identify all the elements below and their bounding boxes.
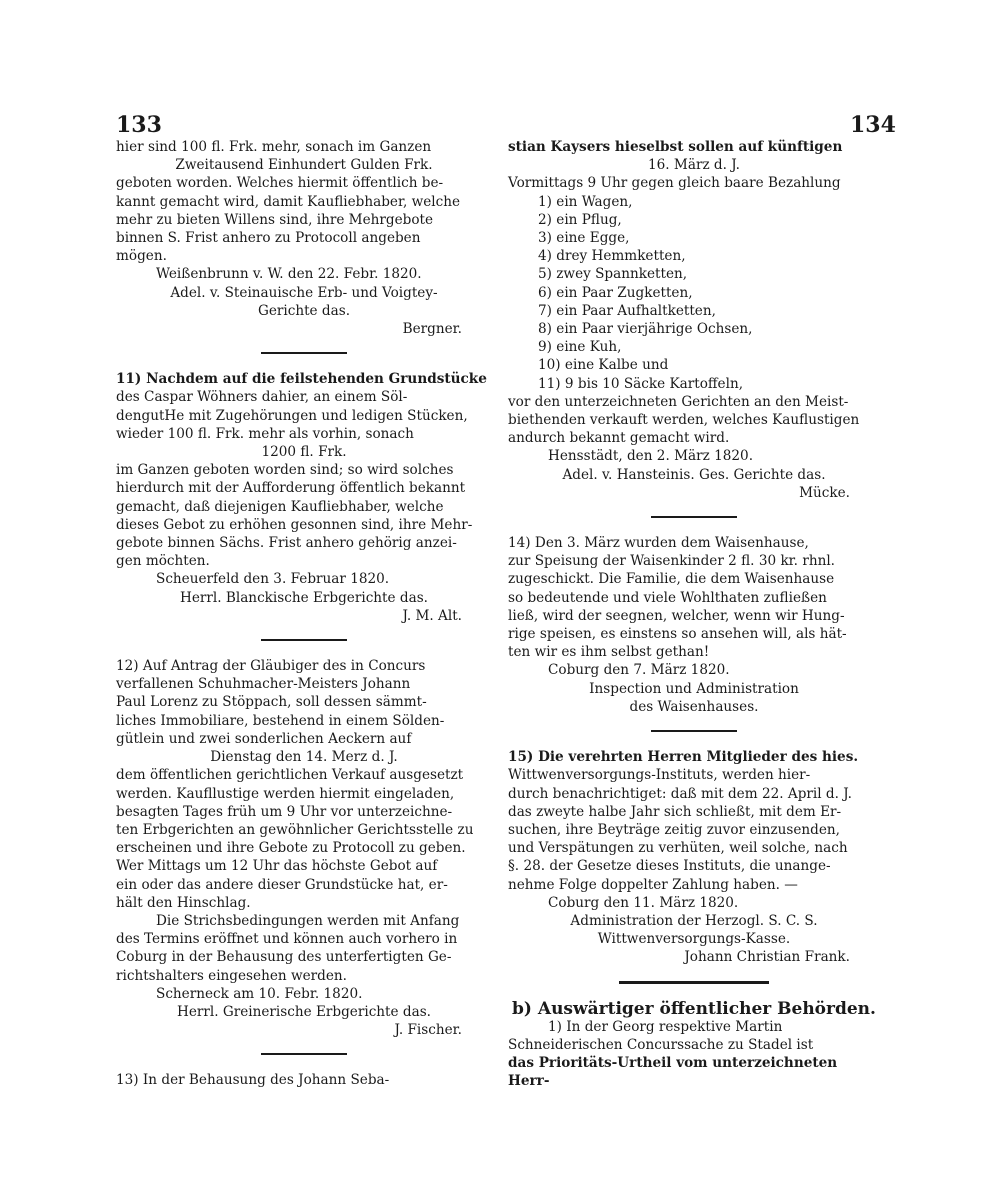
section-divider [261,1053,347,1055]
text-line: zugeschickt. Die Familie, die dem Waisenhause [508,571,835,588]
text-line: das zweyte halbe Jahr sich schließt, mit dem Er- [508,803,842,820]
text-line: dengutHe mit Zugehörungen und ledigen Stücken, [116,407,468,424]
signature: Mücke. [799,484,850,501]
text-line: dem öffentlichen gerichtlichen Verkauf ausgesetzt [116,767,464,784]
text-line: Wer Mittags um 12 Uhr das höchste Gebot auf [116,858,438,875]
list-item: 8) ein Paar vierjährige Ochsen, [538,321,753,338]
section-divider [651,730,737,732]
page-number-right: 134 [850,112,896,138]
text-line: gebote binnen Sächs. Frist anhero gehörig anzei- [116,535,457,552]
text-line: besagten Tages früh um 9 Uhr vor unterzeichne- [116,803,453,820]
section-divider [619,981,769,984]
signature: J. Fischer. [394,1022,462,1039]
place-date: Scherneck am 10. Febr. 1820. [156,985,363,1002]
signature: Johann Christian Frank. [684,949,850,966]
left-column [116,138,492,1090]
text-line: gütlein und zwei sonderlichen Aeckern auf [116,730,412,747]
court-name: Gerichte das. [257,302,351,319]
text-line: des Caspar Wöhners dahier, an einem Söl- [116,389,408,406]
signature: Bergner. [402,321,462,338]
signature: J. M. Alt. [402,607,462,624]
text-line: binnen S. Frist anhero zu Protocoll angeben [116,230,421,247]
list-item: 7) ein Paar Aufhaltketten, [538,302,716,319]
list-item: 11) 9 bis 10 Säcke Kartoffeln, [538,375,744,392]
right-column [508,138,880,1091]
text-line: hierdurch mit der Aufforderung öffentlich bekannt [116,480,466,497]
court-name: Adel. v. Hansteinis. Ges. Gerichte das. [562,466,826,483]
text-line: mögen. [116,248,167,265]
text-line: stian Kaysers hieselbst sollen auf künftigen [508,139,843,155]
court-name: Herrl. Greinerische Erbgerichte das. [176,1003,431,1020]
place-date: Coburg den 7. März 1820. [548,662,730,679]
text-line: biethenden verkauft werden, welches Kauflustigen [508,412,860,429]
text-line: §. 28. der Gesetze dieses Instituts, die unange- [508,858,831,875]
text-line: 11) Nachdem auf die feilstehenden Grundstücke [116,371,487,388]
text-line: nehme Folge doppelter Zahlung haben. — [508,876,798,893]
text-line: im Ganzen geboten worden sind; so wird solches [116,462,454,479]
auction-date: Dienstag den 14. Merz d. J. [210,749,398,766]
text-line: und Verspätungen zu verhüten, weil solche, nach [508,840,848,857]
text-line: gen möchten. [116,553,210,570]
text-line: 1200 fl. Frk. [261,444,347,461]
text-line: andurch bekannt gemacht wird. [508,430,730,447]
text-line: Wittwenversorgungs-Instituts, werden hier- [508,767,811,784]
text-line: das Prioritäts-Urtheil vom unterzeichneten Herr- [508,1055,838,1090]
text-line: Zweitausend Einhundert Gulden Frk. [175,157,433,174]
text-line: Schneiderischen Concurssache zu Stadel ist [508,1036,814,1053]
text-line: hier sind 100 fl. Frk. mehr, sonach im Ganzen [116,139,432,155]
text-line: Vormittags 9 Uhr gegen gleich baare Bezahlung [508,175,841,192]
court-name: des Waisenhauses. [629,698,759,715]
text-line: richtshalters eingesehen werden. [116,967,347,984]
list-item: 9) eine Kuh, [538,339,622,356]
text-line: rige speisen, es einstens so ansehen will, als hät- [508,626,847,643]
text-line: liches Immobiliare, bestehend in einem Sölden- [116,712,445,729]
court-name: Administration der Herzogl. S. C. S. [570,912,818,929]
place-date: Coburg den 11. März 1820. [548,894,739,911]
list-item: 5) zwey Spannketten, [538,266,688,283]
place-date: Scheuerfeld den 3. Februar 1820. [156,571,390,588]
text-line: ten wir es ihm selbst gethan! [508,644,710,661]
text-line: verfallenen Schuhmacher-Meisters Johann [116,676,411,693]
text-line: 15) Die verehrten Herren Mitglieder des hies. [508,749,859,766]
list-item: 3) eine Egge, [538,230,630,247]
text-line: Paul Lorenz zu Stöppach, soll dessen sämmt- [116,694,427,711]
section-heading: b) Auswärtiger öffentlicher Behörden. [512,998,876,1019]
text-line: werden. Kaufllustige werden hiermit eingeladen, [116,785,455,802]
court-name: Herrl. Blanckische Erbgerichte das. [179,589,428,606]
text-line: 14) Den 3. März wurden dem Waisenhause, [508,535,809,552]
text-line: ließ, wird der seegnen, welcher, wenn wir Hung- [508,607,845,624]
auction-date: 16. März d. J. [647,157,740,174]
list-item: 1) ein Wagen, [538,193,633,210]
text-line: suchen, ihre Beyträge zeitig zuvor einzusenden, [508,821,841,838]
text-line: gemacht, daß diejenigen Kaufliebhaber, welche [116,498,444,515]
list-item: 10) eine Kalbe und [538,357,669,374]
place-date: Weißenbrunn v. W. den 22. Febr. 1820. [156,266,422,283]
court-name: Wittwenversorgungs-Kasse. [597,931,791,948]
section-divider [651,516,737,518]
section-divider [261,639,347,641]
court-name: Inspection und Administration [589,680,799,697]
list-item: 2) ein Pflug, [538,211,622,228]
text-line: wieder 100 fl. Frk. mehr als vorhin, sonach [116,425,414,442]
text-line: 12) Auf Antrag der Gläubiger des in Concurs [116,658,426,675]
court-name: Adel. v. Steinauische Erb- und Voigtey- [170,284,438,301]
text-line: des Termins eröffnet und können auch vorhero in [116,931,458,948]
text-line: 13) In der Behausung des Johann Seba- [116,1072,390,1089]
text-line: kannt gemacht wird, damit Kaufliebhaber, welche [116,193,461,210]
text-line: erscheinen und ihre Gebote zu Protocoll zu geben. [116,840,466,857]
text-line: 1) In der Georg respektive Martin [548,1018,783,1035]
list-item: 6) ein Paar Zugketten, [538,284,693,301]
page-number-left: 133 [116,112,162,138]
text-line: mehr zu bieten Willens sind, ihre Mehrgebote [116,211,434,228]
list-item: 4) drey Hemmketten, [538,248,686,265]
text-line: vor den unterzeichneten Gerichten an den Meist- [508,393,849,410]
text-line: zur Speisung der Waisenkinder 2 fl. 30 kr. rhnl. [508,553,835,570]
text-line: Coburg in der Behausung des unterfertigten Ge- [116,949,452,966]
text-line: dieses Gebot zu erhöhen gesonnen sind, ihre Mehr- [116,516,473,533]
text-line: Die Strichsbedingungen werden mit Anfang [156,912,460,929]
text-line: ten Erbgerichten an gewöhnlicher Gerichtsstelle zu [116,821,474,838]
text-line: hält den Hinschlag. [116,894,251,911]
text-line: ein oder das andere dieser Grundstücke hat, er- [116,876,448,893]
text-line: durch benachrichtiget: daß mit dem 22. April d. J. [508,785,852,802]
text-line: geboten worden. Welches hiermit öffentlich be- [116,175,444,192]
text-line: so bedeutende und viele Wohlthaten zufließen [508,589,827,606]
section-divider [261,352,347,354]
place-date: Hensstädt, den 2. März 1820. [548,448,754,465]
